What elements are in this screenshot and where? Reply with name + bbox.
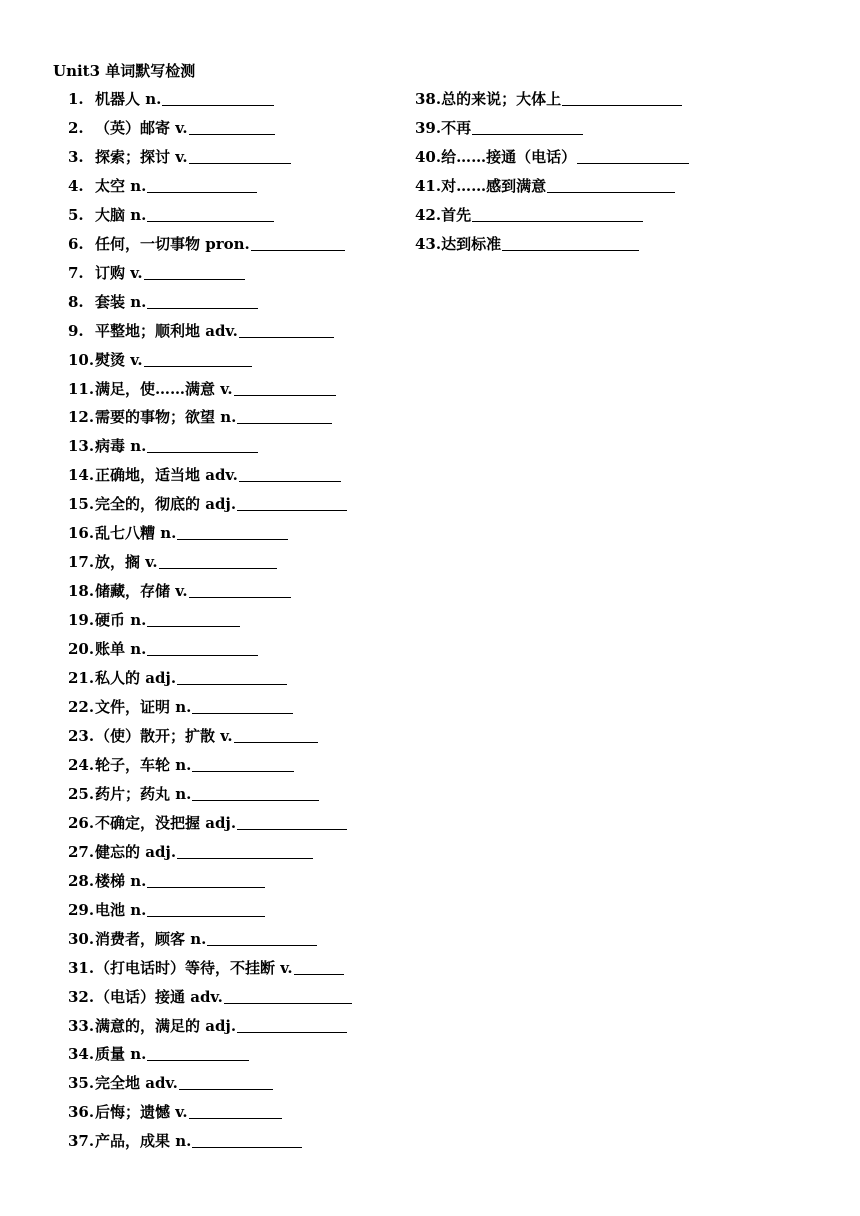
vocab-item <box>68 667 352 696</box>
item-number: 30. <box>68 929 95 948</box>
item-prompt: 机器人 n. <box>95 90 162 108</box>
answer-blank[interactable] <box>192 783 319 801</box>
item-prompt: 文件，证明 n. <box>95 698 192 717</box>
item-prompt: 消费者，顾客 n. <box>95 929 207 948</box>
item-number: 8. <box>68 292 84 311</box>
vocab-item <box>68 1043 352 1072</box>
answer-blank[interactable] <box>502 233 639 251</box>
answer-blank[interactable] <box>562 88 682 106</box>
vocab-item <box>68 204 352 233</box>
item-number: 10. <box>68 350 95 369</box>
item-number: 43. <box>415 234 442 253</box>
answer-blank[interactable] <box>189 146 291 164</box>
vocab-item <box>415 117 689 146</box>
answer-blank[interactable] <box>192 696 293 714</box>
item-prompt: 账单 n. <box>95 640 147 659</box>
item-number: 15. <box>68 495 95 514</box>
answer-blank[interactable] <box>234 725 318 743</box>
item-number: 17. <box>68 553 95 572</box>
vocab-item <box>68 175 352 204</box>
vocab-item <box>68 638 352 667</box>
item-number: 13. <box>68 437 95 456</box>
item-prompt: 探索；探讨 v. <box>95 147 188 166</box>
item-number: 7. <box>68 263 84 282</box>
answer-blank[interactable] <box>147 609 240 627</box>
item-prompt: 大脑 n. <box>95 205 147 224</box>
item-prompt: 电池 n. <box>95 900 147 919</box>
item-number: 5. <box>68 205 84 224</box>
answer-blank[interactable] <box>189 117 275 135</box>
item-prompt: 后悔；遗憾 v. <box>95 1103 188 1122</box>
item-number: 6. <box>68 234 84 253</box>
vocab-item <box>68 957 352 986</box>
vocab-item <box>68 349 352 378</box>
item-number: 2. <box>68 118 84 137</box>
answer-blank[interactable] <box>147 435 258 453</box>
answer-blank[interactable] <box>179 1072 273 1090</box>
answer-blank[interactable] <box>192 754 294 772</box>
item-prompt: 病毒 n. <box>95 437 147 456</box>
vocab-item <box>68 1072 352 1101</box>
item-number: 11. <box>68 379 95 398</box>
item-prompt: 首先 <box>441 205 472 224</box>
answer-blank[interactable] <box>189 580 291 598</box>
answer-blank[interactable] <box>162 88 274 106</box>
vocab-item <box>68 696 352 725</box>
item-number: 18. <box>68 582 95 601</box>
answer-blank[interactable] <box>224 986 352 1004</box>
item-number: 27. <box>68 842 95 861</box>
answer-blank[interactable] <box>547 175 675 193</box>
answer-blank[interactable] <box>207 928 317 946</box>
item-prompt: 总的来说；大体上 <box>441 90 562 108</box>
answer-blank[interactable] <box>577 146 689 164</box>
item-prompt: 质量 n. <box>95 1045 147 1064</box>
vocab-item <box>68 146 352 175</box>
item-prompt: 满意的，满足的 adj. <box>95 1016 237 1035</box>
item-number: 33. <box>68 1016 95 1035</box>
vocab-item <box>68 262 352 291</box>
item-prompt: 完全地 adv. <box>95 1074 178 1093</box>
vocab-item <box>68 841 352 870</box>
answer-blank[interactable] <box>237 812 347 830</box>
vocab-item <box>415 175 689 204</box>
item-prompt: 任何，一切事物 pron. <box>95 234 250 253</box>
answer-blank[interactable] <box>147 1043 249 1061</box>
worksheet-title: Unit3 单词默写检测 <box>53 62 196 80</box>
vocab-item <box>68 1101 352 1130</box>
vocab-item <box>68 406 352 435</box>
item-number: 29. <box>68 900 95 919</box>
item-number: 34. <box>68 1045 95 1064</box>
answer-blank[interactable] <box>251 233 345 251</box>
item-number: 41. <box>415 176 442 195</box>
answer-blank[interactable] <box>147 638 258 656</box>
vocab-item <box>68 320 352 349</box>
answer-blank[interactable] <box>189 1101 282 1119</box>
vocab-item <box>68 812 352 841</box>
item-prompt: 套装 n. <box>95 292 147 311</box>
item-number: 22. <box>68 698 95 717</box>
vocab-item <box>68 725 352 754</box>
answer-blank[interactable] <box>177 667 287 685</box>
item-prompt: 药片；药丸 n. <box>95 784 192 803</box>
vocab-item <box>68 522 352 551</box>
item-prompt: （使）散开；扩散 v. <box>95 726 233 745</box>
left-column <box>68 88 352 1159</box>
answer-blank[interactable] <box>147 291 258 309</box>
item-prompt: （打电话时）等待，不挂断 v. <box>95 958 293 977</box>
item-number: 42. <box>415 205 442 224</box>
vocab-item <box>68 754 352 783</box>
answer-blank[interactable] <box>159 551 277 569</box>
answer-blank[interactable] <box>177 522 288 540</box>
answer-blank[interactable] <box>144 262 245 280</box>
vocab-item <box>68 899 352 928</box>
vocab-item <box>68 117 352 146</box>
answer-blank[interactable] <box>192 1130 302 1148</box>
item-prompt: 轮子，车轮 n. <box>95 755 192 774</box>
vocab-item <box>68 464 352 493</box>
item-number: 16. <box>68 524 95 543</box>
item-prompt: 太空 n. <box>95 176 147 195</box>
item-number: 40. <box>415 147 442 166</box>
answer-blank[interactable] <box>237 1015 347 1033</box>
item-number: 1. <box>68 90 84 108</box>
item-number: 20. <box>68 640 95 659</box>
item-prompt: 对……感到满意 <box>441 176 547 195</box>
item-prompt: 平整地；顺利地 adv. <box>95 321 238 340</box>
vocab-item <box>68 551 352 580</box>
answer-blank[interactable] <box>472 204 643 222</box>
item-number: 26. <box>68 813 95 832</box>
vocab-item <box>415 204 689 233</box>
vocab-item <box>68 870 352 899</box>
right-column <box>415 88 689 262</box>
answer-blank[interactable] <box>147 175 257 193</box>
item-number: 24. <box>68 755 95 774</box>
item-number: 9. <box>68 321 84 340</box>
answer-blank[interactable] <box>147 204 274 222</box>
item-number: 35. <box>68 1074 95 1093</box>
answer-blank[interactable] <box>239 320 334 338</box>
vocab-item <box>68 378 352 407</box>
item-prompt: 硬币 n. <box>95 611 147 630</box>
item-prompt: 乱七八糟 n. <box>95 524 177 543</box>
item-prompt: 完全的，彻底的 adj. <box>95 495 237 514</box>
item-number: 28. <box>68 871 95 890</box>
vocab-item <box>68 493 352 522</box>
vocab-item <box>68 986 352 1015</box>
item-number: 23. <box>68 726 95 745</box>
item-prompt: 健忘的 adj. <box>95 842 177 861</box>
item-prompt: 私人的 adj. <box>95 669 177 688</box>
item-prompt: （英）邮寄 v. <box>95 118 188 137</box>
answer-blank[interactable] <box>239 464 341 482</box>
item-prompt: 放，搁 v. <box>95 553 158 572</box>
item-prompt: （电话）接通 adv. <box>95 987 223 1006</box>
item-prompt: 楼梯 n. <box>95 871 147 890</box>
vocab-item <box>68 291 352 320</box>
item-prompt: 不再 <box>441 118 472 137</box>
item-number: 12. <box>68 408 95 427</box>
item-number: 37. <box>68 1132 95 1151</box>
item-prompt: 产品，成果 n. <box>95 1132 192 1151</box>
item-number: 36. <box>68 1103 95 1122</box>
vocab-item <box>68 1130 352 1159</box>
vocab-item <box>68 580 352 609</box>
vocab-item <box>68 1015 352 1044</box>
answer-blank[interactable] <box>177 841 313 859</box>
vocab-item <box>68 88 352 117</box>
item-number: 25. <box>68 784 95 803</box>
item-number: 19. <box>68 611 95 630</box>
item-prompt: 订购 v. <box>95 263 143 282</box>
item-prompt: 储藏，存储 v. <box>95 582 188 601</box>
vocab-item <box>415 233 689 262</box>
item-number: 39. <box>415 118 442 137</box>
item-number: 31. <box>68 958 95 977</box>
answer-blank[interactable] <box>144 349 252 367</box>
item-prompt: 满足，使……满意 v. <box>95 379 233 398</box>
item-number: 32. <box>68 987 95 1006</box>
vocab-item <box>68 783 352 812</box>
vocab-item <box>68 609 352 638</box>
answer-blank[interactable] <box>294 957 344 975</box>
answer-blank[interactable] <box>472 117 583 135</box>
vocab-item <box>415 146 689 175</box>
answer-blank[interactable] <box>234 378 336 396</box>
vocab-item <box>68 435 352 464</box>
item-number: 4. <box>68 176 84 195</box>
answer-blank[interactable] <box>147 899 265 917</box>
item-prompt: 正确地，适当地 adv. <box>95 466 238 485</box>
item-prompt: 熨烫 v. <box>95 350 143 369</box>
item-prompt: 需要的事物；欲望 n. <box>95 408 237 427</box>
item-number: 21. <box>68 669 95 688</box>
vocab-item <box>68 233 352 262</box>
item-prompt: 不确定，没把握 adj. <box>95 813 237 832</box>
vocab-item <box>68 928 352 957</box>
item-prompt: 给……接通（电话） <box>441 147 577 166</box>
vocab-item <box>415 88 689 117</box>
answer-blank[interactable] <box>147 870 265 888</box>
item-number: 3. <box>68 147 84 166</box>
item-number: 14. <box>68 466 95 485</box>
answer-blank[interactable] <box>237 493 347 511</box>
answer-blank[interactable] <box>237 406 332 424</box>
item-prompt: 达到标准 <box>441 234 502 253</box>
item-number: 38. <box>415 90 442 108</box>
